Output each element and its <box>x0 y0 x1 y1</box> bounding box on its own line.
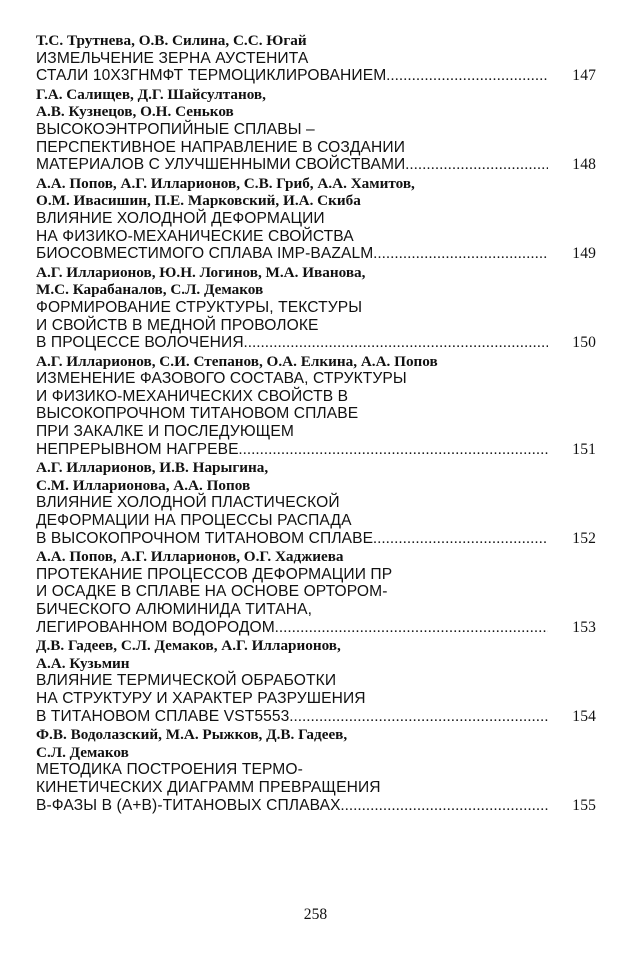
entry-authors: А.А. Кузьмин <box>36 654 130 672</box>
dot-leader <box>373 531 548 549</box>
entry-title-line: Β-ФАЗЫ В (Α+Β)-ТИТАНОВЫХ СПЛАВАХ <box>36 796 341 814</box>
entry-page-number: 152 <box>572 529 596 547</box>
entry-authors: Д.В. Гадеев, С.Л. Демаков, А.Г. Илларионов, <box>36 637 341 655</box>
dot-leader <box>244 335 548 353</box>
entry-authors: А.Г. Илларионов, И.В. Нарыгина, <box>36 459 269 477</box>
entry-authors: А.А. Попов, А.Г. Илларионов, О.Г. Хаджиева <box>36 548 344 566</box>
entry-authors: А.В. Кузнецов, О.Н. Сеньков <box>36 103 234 121</box>
toc-entry <box>36 264 596 353</box>
entry-authors: С.М. Илларионова, А.А. Попов <box>36 476 251 494</box>
entry-title-line: ФОРМИРОВАНИЕ СТРУКТУРЫ, ТЕКСТУРЫ <box>36 298 363 316</box>
toc-entry <box>36 726 596 815</box>
entry-title-line: ДЕФОРМАЦИИ НА ПРОЦЕССЫ РАСПАДА <box>36 512 352 530</box>
page-number: 258 <box>303 906 328 923</box>
entry-page-number: 151 <box>572 440 596 458</box>
entry-title-line: ПРОТЕКАНИЕ ПРОЦЕССОВ ДЕФОРМАЦИИ ПР <box>36 565 393 583</box>
entry-title-last-line <box>36 334 596 353</box>
entry-authors: Ф.В. Водолазский, М.А. Рыжков, Д.В. Гадеев, <box>36 726 348 744</box>
entry-title-line: ИЗМЕНЕНИЕ ФАЗОВОГО СОСТАВА, СТРУКТУРЫ <box>36 370 407 388</box>
dot-leader <box>275 620 548 638</box>
entry-title-line: ЛЕГИРОВАННОМ ВОДОРОДОМ <box>36 618 275 636</box>
entry-title-line: ВЛИЯНИЕ ХОЛОДНОЙ ДЕФОРМАЦИИ <box>36 209 325 227</box>
dot-leader <box>373 246 548 264</box>
toc-entry <box>36 353 596 460</box>
entry-title-last-line <box>36 156 596 175</box>
entry-page-number: 150 <box>572 334 596 352</box>
entry-authors: О.М. Ивасишин, П.Е. Марковский, И.А. Скиба <box>36 192 361 210</box>
entry-page-number: 154 <box>572 707 596 725</box>
entry-title-line: БИОСОВМЕСТИМОГО СПЛАВА IMP-BAZALM <box>36 245 374 263</box>
entry-title-last-line <box>36 619 596 638</box>
toc-entry <box>36 86 596 175</box>
dot-leader <box>386 68 548 86</box>
entry-title-line: НА ФИЗИКО-МЕХАНИЧЕСКИЕ СВОЙСТВА <box>36 227 354 245</box>
entry-title-last-line <box>36 708 596 727</box>
dot-leader <box>341 798 548 816</box>
entry-title-line: НЕПРЕРЫВНОМ НАГРЕВЕ <box>36 440 239 458</box>
entry-authors: С.Л. Демаков <box>36 743 129 761</box>
entry-page-number: 147 <box>572 67 596 85</box>
entry-authors: М.С. Карабаналов, С.Л. Демаков <box>36 281 264 299</box>
table-of-contents <box>36 32 596 815</box>
entry-page-number: 155 <box>572 796 596 814</box>
entry-title-line: В ВЫСОКОПРОЧНОМ ТИТАНОВОМ СПЛАВЕ <box>36 529 374 547</box>
toc-entry <box>36 175 596 264</box>
toc-entry <box>36 459 596 548</box>
entry-title-line: МАТЕРИАЛОВ С УЛУЧШЕННЫМИ СВОЙСТВАМИ <box>36 156 406 174</box>
entry-title-line: И СВОЙСТВ В МЕДНОЙ ПРОВОЛОКЕ <box>36 316 319 334</box>
entry-title-line: ВЛИЯНИЕ ТЕРМИЧЕСКОЙ ОБРАБОТКИ <box>36 672 337 690</box>
entry-title-line: КИНЕТИЧЕСКИХ ДИАГРАММ ПРЕВРАЩЕНИЯ <box>36 778 381 796</box>
entry-title-last-line <box>36 797 596 816</box>
entry-authors: А.А. Попов, А.Г. Илларионов, С.В. Гриб, А.А. Хамитов, <box>36 174 415 192</box>
entry-title-line: МЕТОДИКА ПОСТРОЕНИЯ ТЕРМО- <box>36 761 303 779</box>
entry-title-line: ИЗМЕЛЬЧЕНИЕ ЗЕРНА АУСТЕНИТА <box>36 49 309 67</box>
entry-authors: А.Г. Илларионов, Ю.Н. Логинов, М.А. Иванова, <box>36 263 366 281</box>
entry-title-line: ПРИ ЗАКАЛКЕ И ПОСЛЕДУЮЩЕМ <box>36 423 295 441</box>
entry-page-number: 149 <box>572 245 596 263</box>
entry-title-line: НА СТРУКТУРУ И ХАРАКТЕР РАЗРУШЕНИЯ <box>36 689 366 707</box>
entry-title-last-line <box>36 245 596 264</box>
entry-title-line: ВЛИЯНИЕ ХОЛОДНОЙ ПЛАСТИЧЕСКОЙ <box>36 494 340 512</box>
toc-entry <box>36 637 596 726</box>
entry-title-line: СТАЛИ 10Х3ГНМФТ ТЕРМОЦИКЛИРОВАНИЕМ <box>36 67 387 85</box>
entry-title-line: ПЕРСПЕКТИВНОЕ НАПРАВЛЕНИЕ В СОЗДАНИИ <box>36 138 406 156</box>
toc-entry <box>36 32 596 86</box>
entry-title-line: ВЫСОКОЭНТРОПИЙНЫЕ СПЛАВЫ – <box>36 120 315 138</box>
entry-title-line: И ОСАДКЕ В СПЛАВЕ НА ОСНОВЕ ОРТОРОМ- <box>36 583 388 601</box>
entry-title-line: И ФИЗИКО-МЕХАНИЧЕСКИХ СВОЙСТВ В <box>36 387 349 405</box>
entry-page-number: 153 <box>572 618 596 636</box>
toc-entry <box>36 548 596 637</box>
entry-title-line: В ПРОЦЕССЕ ВОЛОЧЕНИЯ <box>36 334 244 352</box>
dot-leader <box>289 709 548 727</box>
entry-title-line: БИЧЕСКОГО АЛЮМИНИДА ТИТАНА, <box>36 601 313 618</box>
entry-authors: Т.С. Трутнева, О.В. Силина, С.С. Югай <box>36 32 307 49</box>
entry-title-last-line <box>36 67 596 86</box>
entry-title-line: ВЫСОКОПРОЧНОМ ТИТАНОВОМ СПЛАВЕ <box>36 405 359 423</box>
entry-authors: А.Г. Илларионов, С.И. Степанов, О.А. Елкина, А.А. Попов <box>36 352 438 370</box>
entry-title-line: В ТИТАНОВОМ СПЛАВЕ VST5553 <box>36 707 290 725</box>
entry-title-last-line <box>36 530 596 549</box>
entry-page-number: 148 <box>572 156 596 174</box>
dot-leader <box>405 157 548 175</box>
entry-authors: Г.А. Салищев, Д.Г. Шайсултанов, <box>36 85 266 103</box>
dot-leader <box>239 442 548 460</box>
entry-title-last-line <box>36 441 596 460</box>
